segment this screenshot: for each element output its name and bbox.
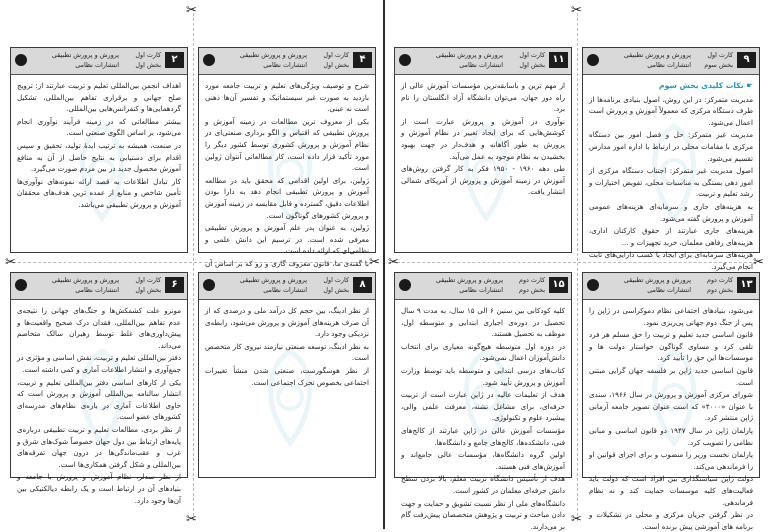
paragraph: در نظر گرفتن جریان مرکزی و محلی در تشکیلات و برنامه های آموزشی پیش برنده است.: [589, 509, 753, 532]
card-header: [199, 273, 375, 300]
scissors-icon: ✂: [369, 256, 380, 269]
publisher-label: انتشارات نظامی: [459, 286, 503, 294]
subject-label: پرورش و پرورش تطبیقی: [436, 51, 503, 59]
paragraph: می‌شود، بنیادهای اجتماعی نظام دموکراسی در ژاپن را پس از جنگ دوم جهانی پی‌ریزی نمود.: [589, 305, 753, 328]
section-label: بخش سوم: [704, 61, 733, 69]
paragraph: از نظر سدلر، نظام آموزش و پرورش با جامعه و بنیادهای آن در ارتباط است و یک رابطه دیالکتیکی بین آن‌ها وجود دارد.: [17, 471, 181, 506]
paragraph: مدیریت متمرکز: در این روش، اصول بنیادی برنامه‌ها از طرف دستگاه مرکزی که معمولاً آموزش و پرورش است اعمال می‌شود.: [589, 94, 753, 129]
paragraph: شرح و توصیف ویژگی‌های تعلیم و تربیت جامعه مورد بازدید به صورت غیر سیستماتیک و تفسیر آن‌ها ذهنی است نه عینی.: [205, 80, 369, 115]
paragraph: به هزینه‌های جاری و سرمایه‌ای هزینه‌های عمومی آموزش و پرورش گفته می‌شود.: [589, 201, 753, 224]
page-number: ۱۱: [549, 52, 568, 68]
card-body: [17, 80, 181, 248]
subject-label: پرورش و پرورش تطبیقی: [624, 276, 691, 284]
publisher-label: انتشارات نظامی: [263, 61, 307, 69]
card-label: کارت اول: [323, 51, 349, 59]
page-number: ۹: [737, 52, 756, 68]
subject-label: پرورش و پرورش تطبیقی: [52, 276, 119, 284]
flash-card: [394, 47, 572, 253]
paragraph: کلیه کودکانی بین سنین ۶ الی ۱۵ سال، به مدت ۹ سال تحصیل در دوره‌ی اجباری ابتدایی و متوسطه اول، موظف به تحصیل هستند.: [401, 305, 565, 340]
paragraph: کار تبادل اطلاعات به قصد ارائه نمونه‌های نوآوری‌ها تأمین شاخص و منابع از عمده ترین هدف‌های محققان آموزش و پرورش تطبیقی می‌باشد.: [17, 176, 181, 211]
flash-card: [582, 272, 760, 478]
scissors-icon: ✂: [753, 256, 764, 269]
card-body: [401, 305, 565, 473]
card-label: کارت دوم: [519, 276, 545, 284]
book-spine: [383, 0, 385, 529]
page-number: ۶: [165, 277, 184, 293]
logo-icon: [15, 279, 27, 291]
card-label: کارت اول: [323, 276, 349, 284]
paragraph: هزینه‌های سرمایه‌ای برای ایجاد یا کسب دارایی‌های ثابت انجام می‌گیرد.: [589, 249, 753, 272]
section-label: بخش اول: [519, 61, 545, 69]
card-header: [395, 48, 571, 75]
paragraph: شورای مرکزی آموزش و پرورش در سال ۱۹۶۶، سندی با عنوان «۴۰۰۰» که است عنوان تصویر جامعه آرمانی ژاپن منتشر کرد.: [589, 389, 753, 424]
card-body: [205, 80, 369, 248]
card-label: کارت دوم: [707, 276, 733, 284]
subject-label: پرورش و پرورش تطبیقی: [624, 51, 691, 59]
paragraph: در صنعت، همیشه به ترتیب ایدهٔ تولید، تحقیق و سپس اقدام برای دستیابی به نتایج حاصل از آن به منافع آموزش محصول جدید در بین مردم صورت می‌گیرد.: [17, 140, 181, 175]
paragraph: اولین گروه دانشگاه‌ها، مؤسسات عالی جامع‌اند و آموزش‌های فنی هستند.: [401, 449, 565, 472]
paragraph: مؤسسات آموزش عالی در ژاپن عبارتند از کالج‌های فنی، دانشکده‌ها، کالج‌های جامع و دانشگاه‌ها.: [401, 425, 565, 448]
paragraph: هزینه‌های جاری عبارتند از حقوق کارکنان اداری، هزینه‌های رفاهی معلمان، خرید تجهیزات و ...: [589, 225, 753, 248]
publisher-label: انتشارات نظامی: [647, 61, 691, 69]
section-label: بخش اول: [135, 61, 161, 69]
paragraph: پارلمان ژاپن در سال ۱۹۴۷ دو قانون اساسی و مبانی نظامی را تصویب کرد.: [589, 425, 753, 448]
flash-card: [198, 272, 376, 478]
card-header: [199, 48, 375, 75]
logo-icon: [203, 279, 215, 291]
scissors-icon: ✂: [571, 4, 582, 17]
paragraph: از نظر بردی، مطالعات تعلیم و تربیت تطبیقی درباره‌ی پایه‌های ارتباط بین دول جهان خصوصاً شوک‌های شرق و غرب و عقب‌ماندگی‌ها در درون جهان تفرقه‌های بین‌المللی و شکل گرفتن همکاری‌ها است.: [17, 424, 181, 470]
flash-card: [10, 47, 188, 253]
card-label: کارت اول: [707, 51, 733, 59]
paragraph: دفتر بین‌المللی تعلیم و تربیت، نقش اساسی و مؤثری در جمع‌آوری و انتشار اطلاعات آماری و کمی داشته است.: [17, 352, 181, 375]
card-label: کارت اول: [519, 51, 545, 59]
paragraph: قانون اساسی جدید ژاپن بر فلسفه جهان گرایی مبتنی است.: [589, 365, 753, 388]
publisher-label: انتشارات نظامی: [75, 61, 119, 69]
paragraph: نوآوری در آموزش و پرورش عبارت است از کوشش‌هایی که برای ایجاد تغییر در نظام آموزش و پرورش به طور آگاهانه و هدف‌دار در جهت بهبود بخشیدن به نظام موجود به عمل می‌آید.: [401, 116, 565, 162]
subject-label: پرورش و پرورش تطبیقی: [52, 51, 119, 59]
paragraph: یکی از کارهای اساسی دفتر بین‌المللی تعلیم و تربیت، انتشار سالنامه بین‌المللی آموزش و پرورش است که حاوی اطلاعات آماری در باره‌ی نظام‌های مدرسه‌ای کشورهای عضو است.: [17, 377, 181, 423]
card-label: کارت اول: [135, 276, 161, 284]
scissors-icon: ✂: [571, 513, 582, 526]
paragraph: هدف از تعلیمات عالیه در ژاپن عبارت است از تربیت حرفه‌ای، برای مشاغل تشنه، معرفت علمی والی، پیشبرد علوم و تکنولوژی.: [401, 389, 565, 424]
card-body: [589, 305, 753, 473]
card-header: [11, 48, 187, 75]
card-body: [401, 80, 565, 248]
logo-icon: [587, 279, 599, 291]
cut-line: [193, 8, 194, 521]
paragraph: اهداف انجمن بین‌المللی تعلیم و تربیت عبارتند از: ترویج صلح جهانی و برقراری تفاهم بین‌المللی، تشکیل گردهمایی‌ها و کنفرانس‌هایی بین‌المللی.: [17, 80, 181, 115]
paragraph: با گفته‌ی ما، قانون معروف گاری و رو که بر اساس آن: [205, 258, 369, 281]
paragraph: ژولین، به عنوان پدر علم آموزش و پرورش تطبیقی معرفی شده است. در ترسیم این دانش علمی و نظامی‌ای که ارائه داده است.: [205, 222, 369, 257]
logo-icon: [203, 54, 215, 66]
flash-card: [394, 272, 572, 478]
page-number: ۴: [353, 52, 372, 68]
card-header: [11, 273, 187, 300]
page-number: ۲: [165, 52, 184, 68]
publisher-label: انتشارات نظامی: [263, 286, 307, 294]
scissors-icon: ✂: [5, 256, 16, 269]
flash-card: [582, 47, 760, 253]
logo-icon: [15, 54, 27, 66]
section-label: بخش اول: [323, 61, 349, 69]
page-number: ۱۵: [549, 277, 568, 293]
paragraph: بیشتر مطالعاتی که در زمینه فرآیند نوآوری انجام می‌شود، بر اساس الگوی صنعتی است.: [17, 116, 181, 139]
card-header: [583, 48, 759, 75]
paragraph: دانشگاه‌های ملی از نظر نسبت تشویق و حمایت و جهت دادن مباحث و تربیت و پژوهش متخصصان پیش‌رفت گام بر می‌دارند.: [401, 498, 565, 532]
cut-line: [577, 8, 578, 521]
logo-icon: [399, 279, 411, 291]
flash-card: [10, 272, 188, 478]
card-body: [17, 305, 181, 473]
paragraph: از نظر ادینگ، بین حجم کل درآمد ملی و درصدی که از آن صرف هزینه‌های آموزش و پرورش می‌شود، رابطه‌ی نزدیکی وجود دارد.: [205, 305, 369, 340]
paragraph: مدیریت غیر متمرکز: حل و فصل امور بین دستگاه مرکزی با مقامات محلی در ارتباط با اداره امور مدارس تقسیم می‌شود.: [589, 129, 753, 164]
section-label: بخش دوم: [519, 286, 545, 294]
card-label: کارت اول: [135, 51, 161, 59]
paragraph: از نظر هوسگورست، صنعتی شدن منشأ تغییرات اجتماعی بخصوص تحرک اجتماعی است.: [205, 365, 369, 388]
subject-label: پرورش و پرورش تطبیقی: [240, 51, 307, 59]
card-header: [395, 273, 571, 300]
logo-icon: [399, 54, 411, 66]
paragraph: به نظر ادینگ، توسعه صنعتی نیازمند نیروی کار متخصص است.: [205, 341, 369, 364]
paragraph: قانون اساسی جدید تعلیم و تربیت را حق مسلم هر فرد تلقی کرد و مساوی گوناگون خواستار دولت ها و موسسات‌ها این حق را تأیید کرد.: [589, 329, 753, 364]
section-label: بخش دوم: [707, 286, 733, 294]
publisher-label: انتشارات نظامی: [75, 286, 119, 294]
paragraph: ژولین، برای اولین اقدامی که محقق باید در مطالعه آموزش و پرورش تطبیقی انجام دهد به دارا بودن اطلاعات دقیق، گسترده و قابل مقایسه در زمینه آموزش و پرورش کشورهای گوناگون است.: [205, 175, 369, 221]
paragraph: مونرو علت کشمکش‌ها و جنگ‌های جهانی را نتیجه‌ی عدم تفاهم بین‌المللی، فقدان درک صحیح واقعیت‌ها و پیش‌داوری‌های غلط توسط رهبران سالک متخاصم می‌داند.: [17, 305, 181, 351]
paragraph: کتاب‌های درسی ابتدایی و متوسطه باید توسط وزارت آموزش و پرورش تأیید شود.: [401, 365, 565, 388]
publisher-label: انتشارات نظامی: [459, 61, 503, 69]
page-number: ۸: [353, 277, 372, 293]
paragraph: دولت ژاپن سیاستگذاری بین افراد است که دولت باید فعالیت‌های کلیه موسسات حمایت کند و نه نظام فرماندهی.: [589, 473, 753, 508]
scissors-icon: ✂: [186, 4, 197, 17]
scissors-icon: ✂: [186, 513, 197, 526]
subject-label: پرورش و پرورش تطبیقی: [436, 276, 503, 284]
section-title: ☛ نکات کلیدی بخش سوم: [589, 80, 753, 92]
publisher-label: انتشارات نظامی: [647, 286, 691, 294]
section-label: بخش اول: [135, 286, 161, 294]
paragraph: اصول مدیریت غیر متمرکز: اجتناب دستگاه مرکزی از امور دهی بستگی به مناسبات محلی، تفویض اختیارات و رشد تعلیم و تربیت.: [589, 165, 753, 200]
scissors-icon: ✂: [388, 256, 399, 269]
section-label: بخش اول: [323, 286, 349, 294]
paragraph: هدف از تأسیس دانشگاه تربیت معلم، بالا بردن سطح دانش حرفه‌ای معلمان در کشور است.: [401, 473, 565, 496]
card-body: [589, 80, 753, 248]
logo-icon: [587, 54, 599, 66]
paragraph: در دوره اول متوسطه هیچ‌گونه معیاری برای انتخاب دانش‌آموزان اعمال نمی‌شود.: [401, 341, 565, 364]
subject-label: پرورش و پرورش تطبیقی: [240, 276, 307, 284]
card-body: [205, 305, 369, 473]
page-number: ۱۳: [737, 277, 756, 293]
paragraph: طی دهه ۱۹۶۰ - ۱۹۵۰ فکر به کار گرفتن روش‌های آموزش در زمینه آموزش و پرورش از آمریکای شمالی انتشار یافت.: [401, 163, 565, 198]
paragraph: یکی از معروف ترین مطالعات در زمینه آموزش و پرورش تطبیقی که اقتباس و الگو برداری صنعتی‌ای در نظام آموزش و پرورش کشوری توسط کشور دیگر را مورد تأکید قرار داده است، کار مطالعاتی آنتوان ژولین است.: [205, 116, 369, 174]
paragraph: از مهم ترین و باسابقه‌ترین مؤسسات آموزش عالی از راه دور جهان، می‌توان دانشگاه آزاد انگلستان را نام برد.: [401, 80, 565, 115]
card-header: [583, 273, 759, 300]
paragraph: پارلمان نخست وزیر را منصوب و برای اجرای قوانین او را فرماندهی می‌کند.: [589, 449, 753, 472]
flash-card: [198, 47, 376, 253]
